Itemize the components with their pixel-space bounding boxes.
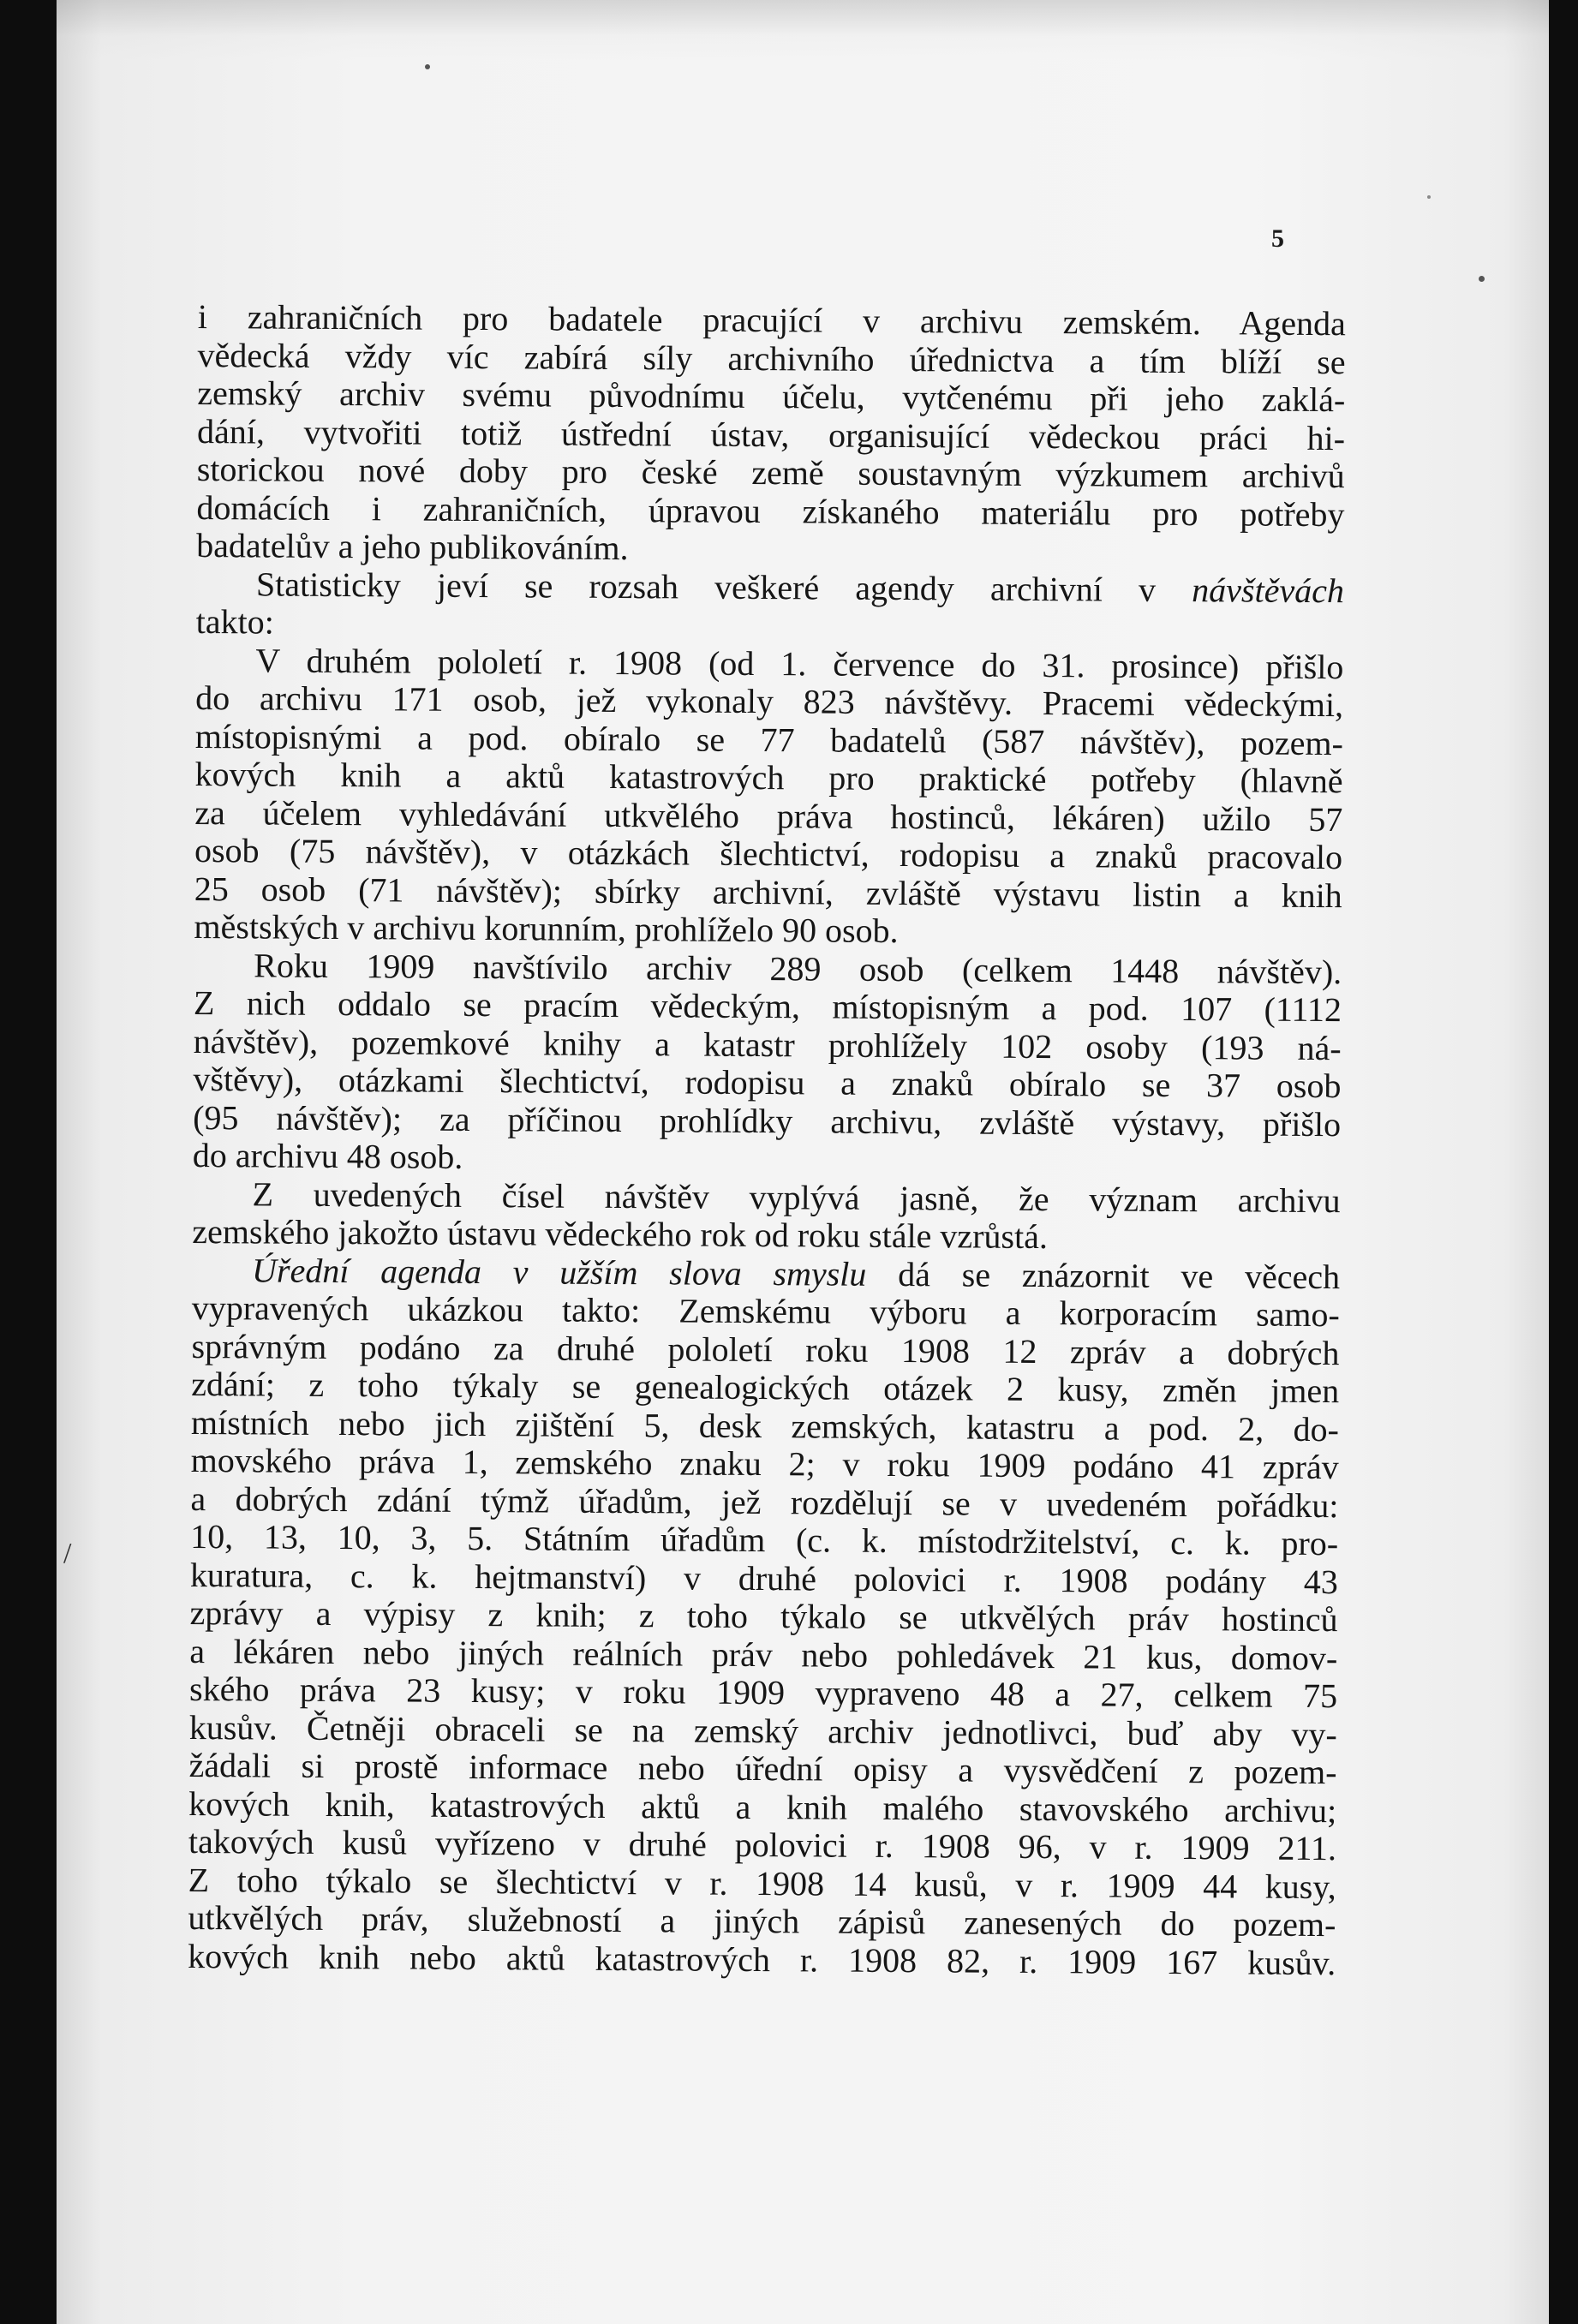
italic-term: návštěvách: [1192, 570, 1345, 610]
text-line: kusův. Četněji obraceli se na zemský archiv jednotlivci, buď aby vy-: [188, 1707, 1337, 1753]
text-line: zdání; z toho týkaly se genealogických otázek 2 kusy, změn jmen: [191, 1364, 1340, 1411]
text-line: 10, 13, 10, 3, 5. Státním úřadům (c. k. místodržitelství, c. k. pro-: [190, 1516, 1339, 1563]
text-line: do archivu 48 osob.: [192, 1135, 463, 1176]
text-line: zemský archiv svému původnímu účelu, vytčenému při jeho zaklá-: [197, 373, 1346, 420]
text-line: vědecká vždy víc zabírá síly archivního úřednictva a tím blíží se: [197, 335, 1346, 381]
text-line: movského práva 1, zemského znaku 2; v roku 1909 podáno 41 zpráv: [190, 1440, 1339, 1487]
paragraph-2: [196, 565, 1345, 648]
text-line: badatelův a jeho publikováním.: [196, 525, 629, 568]
text-line: (95 návštěv); za příčinou prohlídky archivu, zvláště výstavy, přišlo: [193, 1097, 1342, 1144]
body-text: [188, 298, 1346, 1982]
paragraph-1: [196, 298, 1346, 572]
text-line: Z nich oddalo se pracím vědeckým, místopisným a pod. 107 (1112: [193, 983, 1342, 1030]
text-line: žádali si prostě informace nebo úřední opisy a vysvědčení z pozem-: [188, 1745, 1337, 1792]
text-line: do archivu 171 osob, jež vykonaly 823 návštěvy. Pracemi vědeckými,: [195, 678, 1344, 725]
text-line: storickou nové doby pro české země soustavným výzkumem archivů: [196, 449, 1345, 496]
text-line: Roku 1909 navštívilo archiv 289 osob (celkem 1448 návštěv).: [254, 945, 1342, 991]
text-line: zemského jakožto ústavu vědeckého rok od roku stále vzrůstá.: [192, 1211, 1049, 1257]
text-line: takových kusů vyřízeno v druhé polovici r. 1908 96, v r. 1909 211.: [188, 1821, 1337, 1868]
text-line: V druhém pololetí r. 1908 (od 1. července do 31. prosince) přišlo: [255, 640, 1344, 686]
text-line: a lékáren nebo jiných reálních práv nebo pohledávek 21 kus, domov-: [189, 1631, 1338, 1677]
text-fragment: dá se znázornit ve věcech: [898, 1254, 1341, 1296]
text-line: Z uvedených čísel návštěv vyplývá jasně, že význam archivu: [252, 1174, 1341, 1220]
text-line: správným podáno za druhé pololetí roku 1908 12 zpráv a dobrých: [191, 1326, 1340, 1372]
text-line: dání, vytvořiti totiž ústřední ústav, organisující vědeckou práci hi-: [196, 411, 1346, 457]
text-line: místních nebo jich zjištění 5, desk zemských, katastru a pod. 2, do-: [190, 1402, 1340, 1449]
scanned-page: [57, 0, 1549, 2324]
text-line: za účelem vyhledávání utkvělého práva hostinců, lékáren) užilo 57: [194, 792, 1343, 839]
italic-heading: Úřední agenda v užším slova smyslu: [251, 1250, 867, 1293]
margin-mark: /: [63, 1538, 72, 1569]
text-line: kových knih, katastrových aktů a knih malého stavovského archivu;: [188, 1783, 1337, 1830]
text-line: takto:: [195, 601, 274, 642]
paragraph-5: [192, 1174, 1341, 1258]
text-line: vštěvy), otázkami šlechtictví, rodopisu a znaků obíralo se 37 osob: [193, 1059, 1342, 1106]
text-line: kových knih nebo aktů katastrových r. 1908 82, r. 1909 167 kusův.: [188, 1936, 1336, 1982]
text-line: kových knih a aktů katastrových pro praktické potřeby (hlavně: [194, 754, 1343, 801]
speck: [1427, 195, 1431, 199]
text-line: 25 osob (71 návštěv); sbírky archivní, zvláště výstavu listin a knih: [194, 869, 1342, 915]
text-line: vypravených ukázkou takto: Zemskému výboru a korporacím samo-: [191, 1287, 1340, 1335]
text-line: utkvělých práv, služebností a jiných zápisů zanesených do pozem-: [188, 1897, 1336, 1945]
text-line: ského práva 23 kusy; v roku 1909 vypraveno 48 a 27, celkem 75: [188, 1669, 1338, 1716]
paragraph-4: [193, 946, 1342, 1181]
text-line: kuratura, c. k. hejtmanství) v druhé polovici r. 1908 podány 43: [189, 1555, 1339, 1601]
paragraph-6: [188, 1251, 1340, 1982]
text-line: domácích i zahraničních, úpravou získaného materiálu pro potřeby: [196, 487, 1345, 534]
text-line: městských v archivu korunním, prohlíželo 90 osob.: [194, 906, 899, 951]
text-line: návštěv), pozemkové knihy a katastr prohlížely 102 osoby (193 ná-: [193, 1021, 1342, 1067]
speck: [425, 64, 430, 69]
speck: [1479, 276, 1485, 282]
page-number: 5: [1271, 224, 1284, 253]
text-line: zprávy a výpisy z knih; z toho týkalo se utkvělých práv hostinců: [189, 1592, 1338, 1640]
text-line: i zahraničních pro badatele pracující v archivu zemském. Agenda: [197, 297, 1346, 344]
page-top-shadow: [57, 0, 1549, 60]
text-line: [196, 565, 1344, 610]
text-line: osob (75 návštěv), v otázkách šlechtictví, rodopisu a znaků pracovalo: [194, 830, 1343, 877]
text-line: místopisnými a pod. obíralo se 77 badatelů (587 návštěv), pozem-: [194, 716, 1343, 762]
text-line: Z toho týkalo se šlechtictví v r. 1908 14 kusů, v r. 1909 44 kusy,: [188, 1860, 1336, 1906]
text-fragment: Statisticky jeví se rozsah veškeré agendy archivní v: [255, 564, 1157, 609]
paragraph-3: [194, 641, 1343, 953]
text-line: a dobrých zdání týmž úřadům, jež rozdělují se v uvedeném pořádku:: [190, 1479, 1339, 1525]
